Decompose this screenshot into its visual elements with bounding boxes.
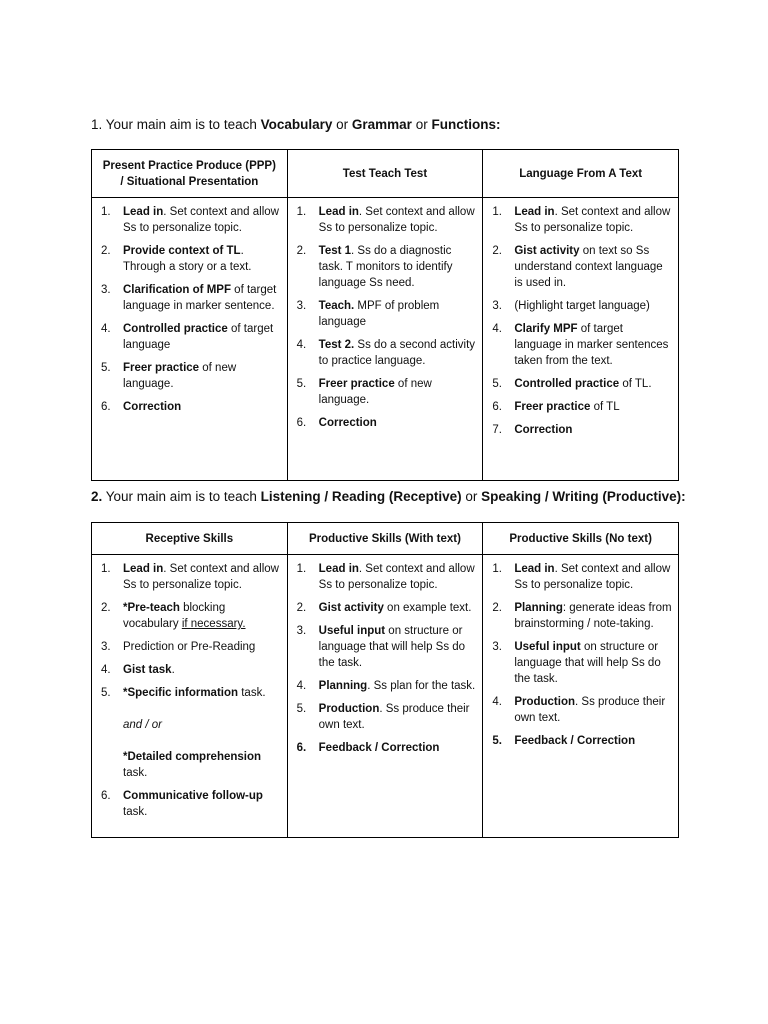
column-header-productive-no-text: Productive Skills (No text) (483, 523, 679, 555)
step-text (319, 678, 477, 694)
list-item (489, 399, 672, 415)
list-item (489, 243, 672, 291)
table-body-row (92, 198, 679, 481)
step-number: 1. (492, 563, 502, 575)
step-number: 6. (101, 401, 111, 413)
step-number: 2. (296, 602, 307, 614)
step-number: 1. (101, 563, 111, 575)
heading-segment: or (411, 117, 432, 132)
step-text-segment: of target language (123, 323, 274, 351)
step-text (123, 788, 281, 820)
productive-with-text-cell (287, 555, 483, 838)
step-text-segment: . Set context and allow Ss to personalize topic. (514, 206, 671, 234)
step-text (514, 600, 672, 632)
step-text-segment: Correction (318, 417, 377, 429)
step-text (514, 298, 672, 314)
step-text-segment: Gist activity (318, 602, 384, 614)
list-item (489, 298, 672, 314)
step-text (319, 600, 477, 616)
step-text (319, 337, 477, 369)
ttt-cell (287, 198, 483, 481)
list-item (489, 561, 672, 593)
step-number: 5. (492, 378, 502, 390)
step-text-segment: Controlled practice (123, 323, 228, 335)
step-number: 7. (492, 424, 502, 436)
step-number: 4. (296, 339, 307, 351)
step-text (319, 623, 477, 671)
step-text-segment: Production (318, 703, 380, 715)
step-text-segment: Lead in (514, 563, 555, 575)
step-text-segment: Gist task (123, 664, 172, 676)
step-text (319, 701, 477, 733)
list-item (294, 243, 477, 291)
step-text-segment: Prediction or Pre-Reading (123, 641, 256, 653)
step-number: 5. (492, 735, 502, 747)
step-number: 2. (296, 245, 307, 257)
list-item (294, 376, 477, 408)
list-item (489, 639, 672, 687)
step-text (514, 399, 672, 415)
list-item (294, 204, 477, 236)
list-item (294, 298, 477, 330)
step-number: 1. (296, 206, 307, 218)
receptive-cell (92, 555, 288, 838)
step-text-segment: if necessary. (181, 618, 246, 630)
step-text-segment: Lead in (318, 206, 359, 218)
list-item (98, 399, 281, 415)
step-text-segment: of target language in marker sentence. (123, 284, 277, 312)
list-item (294, 561, 477, 593)
receptive-steps (98, 561, 281, 820)
list-item (98, 662, 281, 678)
step-text-segment: Test 2. (318, 339, 355, 351)
heading-segment: 1. Your main aim is to teach (91, 117, 261, 132)
step-text-segment: Lead in (123, 563, 164, 575)
step-text (319, 740, 477, 756)
step-number: 5. (296, 703, 307, 715)
step-text (123, 321, 281, 353)
step-text (514, 422, 672, 438)
step-text-segment: Gist activity (514, 245, 580, 257)
teaching-methods-table (91, 149, 679, 481)
step-text-segment: : generate ideas from brainstorming / note-taking. (514, 602, 672, 630)
step-number: 5. (296, 378, 307, 390)
list-item (98, 321, 281, 353)
step-text-segment: of new language. (318, 378, 432, 406)
step-text-segment: Clarify MPF (514, 323, 578, 335)
heading-segment: or (461, 489, 482, 504)
step-number: 4. (492, 696, 502, 708)
list-item (489, 422, 672, 438)
list-item (489, 321, 672, 369)
step-text (123, 561, 281, 593)
step-text-segment: blocking vocabulary (123, 602, 226, 630)
list-item (98, 282, 281, 314)
step-text-segment: on structure or language that will help Ss do the task. (514, 641, 661, 685)
skills-table (91, 522, 679, 838)
step-text-segment: . Set context and allow Ss to personalize topic. (318, 563, 475, 591)
step-text (319, 204, 477, 236)
step-number: 6. (492, 401, 502, 413)
heading-segment: or (332, 117, 352, 132)
step-number: 1. (492, 206, 502, 218)
step-text-segment: Test 1 (318, 245, 352, 257)
step-text (514, 321, 672, 369)
text-cell (483, 198, 679, 481)
column-header-productive-with-text: Productive Skills (With text) (287, 523, 483, 555)
step-text-segment: on example text. (383, 602, 472, 614)
step-text-segment: Feedback / Correction (318, 742, 440, 754)
step-text-segment: Lead in (514, 206, 555, 218)
step-text (123, 282, 281, 314)
ppp-steps (98, 204, 281, 415)
step-number: 2. (101, 602, 111, 614)
step-number: 2. (101, 245, 111, 257)
step-text-segment: Freer practice (318, 378, 395, 390)
step-number: 4. (492, 323, 502, 335)
list-item (294, 701, 477, 733)
step-number: 1. (296, 563, 307, 575)
step-text-segment: Planning (514, 602, 563, 614)
step-text-segment: *Specific information (123, 687, 239, 699)
step-text-segment: *Detailed comprehension (123, 751, 262, 763)
list-item (98, 243, 281, 275)
list-item (98, 360, 281, 392)
step-text-segment: task. (123, 767, 148, 779)
step-text-segment: Communicative follow-up (123, 790, 263, 802)
step-text (514, 639, 672, 687)
step-text-segment: Production (514, 696, 576, 708)
heading-segment: Functions: (431, 117, 501, 132)
column-header-ppp: Present Practice Produce (PPP) / Situational Presentation (92, 150, 288, 198)
step-number: 1. (101, 206, 111, 218)
step-text-segment: Controlled practice (514, 378, 620, 390)
table-header-row (92, 523, 679, 555)
step-text (123, 204, 281, 236)
step-number: 3. (101, 284, 111, 296)
step-text-segment: Lead in (123, 206, 164, 218)
step-text-segment: Provide context of TL (123, 245, 241, 257)
step-text-segment: . Set context and allow Ss to personalize topic. (123, 206, 279, 234)
column-header-text: Language From A Text (483, 150, 679, 198)
step-text (514, 561, 672, 593)
list-item (98, 600, 281, 632)
step-text-segment: task. (123, 806, 148, 818)
step-text (514, 694, 672, 726)
table-header-row (92, 150, 679, 198)
step-number: 2. (492, 602, 502, 614)
step-text (123, 639, 281, 655)
step-text-segment: . (171, 664, 175, 676)
step-text-segment: Clarification of MPF (123, 284, 231, 296)
step-text (123, 360, 281, 392)
step-number: 2. (492, 245, 502, 257)
step-text-segment: Useful input (318, 625, 386, 637)
step-number: 3. (296, 300, 307, 312)
step-number: 3. (492, 300, 502, 312)
productive-with-text-steps (294, 561, 477, 756)
step-number: 3. (101, 641, 111, 653)
step-text (514, 376, 672, 392)
productive-no-text-steps (489, 561, 672, 749)
text-steps (489, 204, 672, 438)
step-text (123, 243, 281, 275)
section1-heading (91, 116, 500, 134)
list-item (294, 415, 477, 431)
step-text-segment: on text so Ss understand context language is used in. (514, 245, 663, 289)
step-text-segment: Feedback / Correction (514, 735, 636, 747)
step-text-segment: Ss do a second activity to practice language. (318, 339, 476, 367)
list-item (489, 694, 672, 726)
list-item (294, 623, 477, 671)
list-item (489, 600, 672, 632)
step-text (319, 243, 477, 291)
step-text (514, 733, 672, 749)
step-text-segment: . Ss produce their own text. (318, 703, 470, 731)
heading-segment: Grammar (351, 117, 412, 132)
list-item (489, 376, 672, 392)
list-item (98, 561, 281, 593)
step-text-segment: . Ss do a diagnostic task. T monitors to identify language Ss need. (318, 245, 453, 289)
step-number: 3. (296, 625, 307, 637)
list-item (294, 678, 477, 694)
step-number: 4. (101, 664, 111, 676)
step-text (123, 662, 281, 678)
section2-heading (91, 488, 686, 506)
step-text-segment: of target language in marker sentences taken from the text. (514, 323, 669, 367)
step-text-segment: Lead in (318, 563, 359, 575)
column-header-receptive: Receptive Skills (92, 523, 288, 555)
step-text-segment: and / or (123, 719, 162, 731)
heading-segment: Listening / Reading (Receptive) (260, 489, 462, 504)
step-text-segment: Teach. (318, 300, 355, 312)
list-item (98, 639, 281, 655)
column-header-ttt: Test Teach Test (287, 150, 483, 198)
step-number: 6. (296, 417, 307, 429)
step-text-segment: . Ss produce their own text. (514, 696, 666, 724)
step-text-segment: task. (238, 687, 266, 699)
step-text-segment: . Ss plan for the task. (367, 680, 476, 692)
step-text-segment: MPF of problem language (318, 300, 440, 328)
step-number: 3. (492, 641, 502, 653)
step-number: 5. (101, 687, 111, 699)
list-item (98, 204, 281, 236)
step-number: 6. (101, 790, 111, 802)
heading-segment: Your main aim is to teach (102, 489, 261, 504)
heading-segment: Speaking / Writing (Productive): (481, 489, 686, 504)
step-text (319, 298, 477, 330)
step-text-segment: Freer practice (123, 362, 200, 374)
step-text (319, 415, 477, 431)
step-text-segment: of TL (590, 401, 620, 413)
ppp-cell (92, 198, 288, 481)
step-text (123, 600, 281, 632)
step-text-segment: Useful input (514, 641, 581, 653)
step-text (319, 561, 477, 593)
step-text (123, 399, 281, 415)
step-text-segment: of TL. (619, 378, 652, 390)
table-body-row (92, 555, 679, 838)
productive-no-text-cell (483, 555, 679, 838)
list-item (98, 788, 281, 820)
step-text-segment: . Through a story or a text. (123, 245, 252, 273)
step-number: 4. (101, 323, 111, 335)
step-text-segment: Correction (123, 401, 182, 413)
step-text (514, 243, 672, 291)
step-text-segment: . Set context and allow Ss to personalize topic. (514, 563, 671, 591)
list-item (294, 337, 477, 369)
heading-segment: 2. (91, 489, 103, 504)
step-number: 6. (296, 742, 307, 754)
list-item (489, 733, 672, 749)
step-text-segment: of new language. (123, 362, 237, 390)
step-text-segment: *Pre-teach (123, 602, 180, 614)
list-item (294, 600, 477, 616)
step-number: 5. (101, 362, 111, 374)
ttt-steps (294, 204, 477, 431)
step-text-segment: . Set context and allow Ss to personalize topic. (123, 563, 279, 591)
step-text (319, 376, 477, 408)
step-number: 4. (296, 680, 307, 692)
step-text-segment: Correction (514, 424, 573, 436)
step-text-segment: Planning (318, 680, 368, 692)
list-item (489, 204, 672, 236)
step-text-segment: (Highlight target language) (514, 300, 650, 312)
heading-segment: Vocabulary (260, 117, 333, 132)
step-text-segment: Freer practice (514, 401, 591, 413)
step-text (514, 204, 672, 236)
step-text (123, 685, 281, 781)
step-text-segment: on structure or language that will help Ss do the task. (318, 625, 466, 669)
step-text-segment: . Set context and allow Ss to personalize topic. (318, 206, 475, 234)
list-item (98, 685, 281, 781)
list-item (294, 740, 477, 756)
